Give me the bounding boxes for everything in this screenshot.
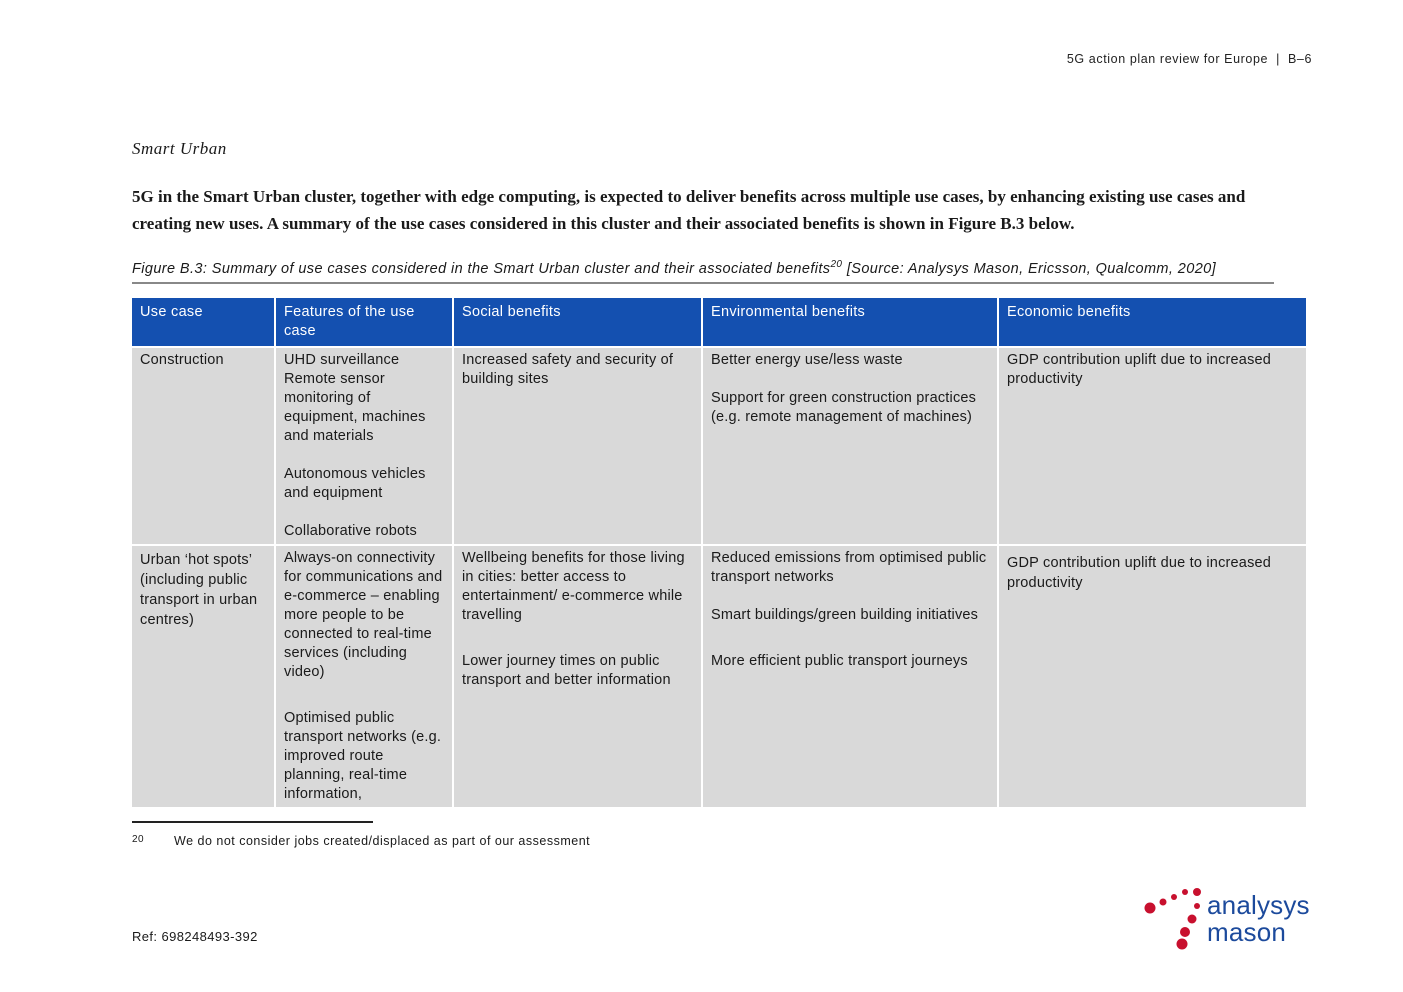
footnote-number: 20: [132, 834, 145, 845]
feature-item: Always-on connectivity for communications and e-commerce – enabling more people to be connected to real-time services (including video): [284, 550, 443, 680]
header-environmental-benefits: Environmental benefits: [703, 298, 997, 346]
cell-economic-benefits: [999, 546, 1306, 807]
benefit-item: GDP contribution uplift due to increased productivity: [1007, 555, 1272, 591]
cell-use-case: Urban ‘hot spots’ (including public transport in urban centres): [132, 546, 274, 807]
benefit-item: Wellbeing benefits for those living in cities: better access to entertainment/ e-commerce while travelling: [462, 550, 685, 623]
logo-wordmark: [1207, 892, 1310, 946]
footnote-divider: [132, 821, 373, 823]
feature-item: Optimised public transport networks (e.g. improved route planning, real-time information,: [284, 710, 442, 802]
running-header: [1067, 52, 1312, 66]
header-use-case: Use case: [132, 298, 274, 346]
benefit-item: More efficient public transport journeys: [711, 653, 968, 669]
analysys-mason-logo: [1141, 884, 1331, 952]
feature-item: Remote sensor monitoring of equipment, machines and materials: [284, 371, 426, 444]
feature-item: UHD surveillance: [284, 352, 400, 368]
footnote-reference[interactable]: 20: [830, 259, 843, 270]
benefit-item: Reduced emissions from optimised public transport networks: [711, 550, 987, 585]
footnote-text: We do not consider jobs created/displaced as part of our assessment: [174, 834, 591, 848]
figure-caption-source: [Source: Analysys Mason, Ericsson, Qualcomm, 2020]: [842, 260, 1217, 277]
summary-table: [130, 296, 1308, 809]
cell-features: [276, 348, 452, 544]
table-header-row: [132, 298, 1306, 346]
benefit-item: Support for green construction practices (e.g. remote management of machines): [711, 390, 977, 425]
cell-environmental-benefits: [703, 546, 997, 807]
feature-item: Collaborative robots: [284, 523, 417, 539]
document-reference: Ref: 698248493-392: [132, 929, 258, 944]
figure-caption: [132, 259, 1274, 284]
cell-economic-benefits: [999, 348, 1306, 544]
benefit-item: GDP contribution uplift due to increased productivity: [1007, 352, 1272, 387]
cell-use-case: Construction: [132, 348, 274, 544]
benefit-item: Increased safety and security of building sites: [462, 352, 674, 387]
header-economic-benefits: Economic benefits: [999, 298, 1306, 346]
logo-dots-icon: [1141, 884, 1211, 952]
cell-environmental-benefits: [703, 348, 997, 544]
page-number: B–6: [1287, 52, 1312, 66]
document-title: 5G action plan review for Europe: [1066, 52, 1269, 66]
benefit-item: Smart buildings/green building initiatives: [711, 607, 979, 623]
header-social-benefits: Social benefits: [454, 298, 701, 346]
lead-paragraph: 5G in the Smart Urban cluster, together with edge computing, is expected to deliver benefits across multiple use cases, by enhancing existing use cases and creating new uses. A summary of the use cases considered in this cluster and their associated benefits is shown in Figure B.3 below.: [132, 187, 1246, 233]
section-title: Smart Urban: [132, 139, 227, 158]
footnote: [132, 834, 590, 848]
benefit-item: Better energy use/less waste: [711, 352, 903, 368]
header-separator: |: [1276, 52, 1280, 66]
cell-features: [276, 546, 452, 807]
cell-social-benefits: [454, 546, 701, 807]
figure-caption-text: Figure B.3: Summary of use cases considered in the Smart Urban cluster and their associated benefits: [132, 260, 831, 277]
table-row: [132, 546, 1306, 807]
header-features: Features of the use case: [276, 298, 452, 346]
logo-line-1: analysys: [1207, 890, 1310, 920]
table-row: [132, 348, 1306, 544]
benefit-item: Lower journey times on public transport and better information: [462, 653, 671, 688]
logo-line-2: mason: [1207, 917, 1287, 947]
feature-item: Autonomous vehicles and equipment: [284, 466, 426, 501]
cell-social-benefits: [454, 348, 701, 544]
